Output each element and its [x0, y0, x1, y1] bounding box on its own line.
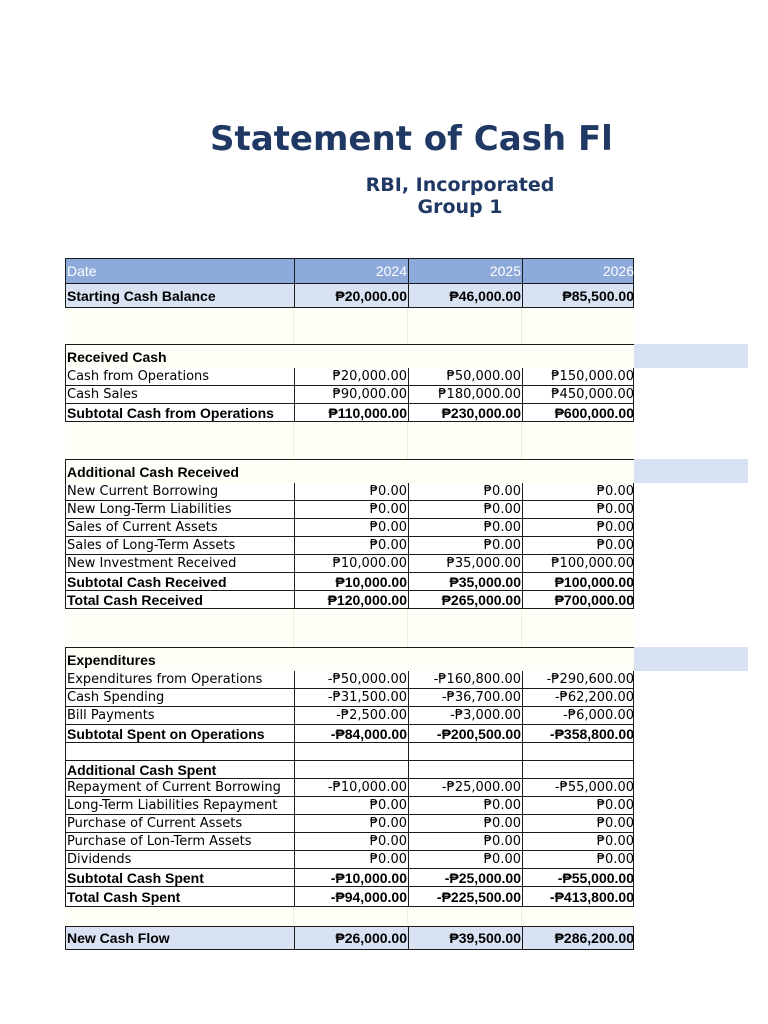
row-label: New Investment Received	[67, 556, 237, 571]
row-value-1: -₱10,000.00	[294, 869, 408, 886]
row-value-2: ₱0.00	[408, 501, 522, 518]
row-value-1	[293, 308, 407, 344]
row-value-3: -₱413,800.00	[522, 887, 635, 906]
row-value-2: ₱39,500.00	[408, 927, 522, 949]
row-label: Subtotal Spent on Operations	[67, 725, 265, 742]
row-value-1: ₱20,000.00	[294, 368, 408, 385]
row-value-2: ₱230,000.00	[408, 404, 522, 421]
row-value-1: ₱10,000.00	[294, 573, 408, 590]
row-label: Subtotal Cash Received	[67, 573, 227, 590]
row-value-3: ₱0.00	[522, 833, 635, 850]
row-value-2: -₱36,700.00	[408, 689, 522, 706]
table-row	[65, 284, 634, 308]
row-value-2: ₱0.00	[408, 519, 522, 536]
row-value-2: -₱200,500.00	[408, 725, 522, 742]
row-value-3	[521, 308, 634, 344]
row-value-3	[521, 422, 634, 459]
table-row	[65, 591, 634, 609]
company-name: RBI, Incorporated	[365, 174, 555, 196]
row-value-1	[293, 907, 407, 926]
row-value-1: ₱0.00	[294, 519, 408, 536]
row-label	[65, 308, 293, 344]
row-value-1	[293, 609, 407, 647]
row-value-2	[408, 743, 522, 760]
row-label	[65, 422, 293, 459]
row-value-2: ₱0.00	[408, 851, 522, 868]
row-value-2: -₱225,500.00	[408, 887, 522, 906]
row-value-2: -₱3,000.00	[408, 707, 522, 724]
row-value-1: 2024	[294, 259, 408, 283]
table-row	[65, 851, 634, 869]
row-value-3	[522, 761, 635, 778]
row-label: Purchase of Current Assets	[67, 816, 243, 831]
row-value-2: -₱25,000.00	[408, 869, 522, 886]
row-value-1: ₱0.00	[294, 815, 408, 832]
table-row	[65, 833, 634, 851]
row-label: Dividends	[67, 852, 132, 867]
row-value-3: -₱6,000.00	[522, 707, 635, 724]
table-row	[65, 308, 634, 344]
row-value-3: -₱290,600.00	[522, 671, 635, 688]
row-value-3	[521, 609, 634, 647]
row-label: Additional Cash Spent	[67, 761, 217, 778]
table-row	[65, 404, 634, 422]
table-row	[65, 725, 634, 743]
table-row	[65, 609, 634, 647]
row-value-3: -₱55,000.00	[522, 869, 635, 886]
table-row	[65, 779, 634, 797]
section-header-row	[65, 647, 634, 671]
group-name: Group 1	[417, 196, 503, 218]
table-row	[65, 743, 634, 761]
row-label: Starting Cash Balance	[67, 287, 216, 304]
row-label	[65, 907, 293, 926]
column-header-row	[65, 258, 634, 284]
section-header-row	[65, 459, 634, 483]
row-value-2	[407, 609, 521, 647]
row-label: Date	[67, 263, 97, 279]
row-label: Expenditures from Operations	[67, 672, 263, 687]
table-row	[65, 869, 634, 887]
row-value-3: ₱0.00	[522, 797, 635, 814]
table-row	[65, 555, 634, 573]
row-value-2: -₱25,000.00	[408, 779, 522, 796]
row-value-1: -₱10,000.00	[294, 779, 408, 796]
table-row	[65, 689, 634, 707]
row-value-2: ₱0.00	[408, 537, 522, 554]
row-value-1: -₱31,500.00	[294, 689, 408, 706]
row-value-2	[407, 422, 521, 459]
row-value-2: -₱160,800.00	[408, 671, 522, 688]
row-value-1: -₱94,000.00	[294, 887, 408, 906]
table-row	[65, 926, 634, 950]
table-row	[65, 386, 634, 404]
row-value-2: ₱0.00	[408, 833, 522, 850]
row-label: Purchase of Lon-Term Assets	[67, 834, 252, 849]
row-value-1: -₱2,500.00	[294, 707, 408, 724]
row-label	[65, 609, 293, 647]
row-value-3: ₱700,000.00	[522, 591, 635, 608]
row-value-3: ₱0.00	[522, 537, 635, 554]
row-value-3: ₱0.00	[522, 483, 635, 500]
row-label: Subtotal Cash Spent	[67, 869, 204, 886]
row-value-3: ₱0.00	[522, 519, 635, 536]
row-value-3: ₱600,000.00	[522, 404, 635, 421]
row-value-3: ₱100,000.00	[522, 555, 635, 572]
row-value-3: ₱0.00	[522, 501, 635, 518]
row-value-2: 2025	[408, 259, 522, 283]
row-label: Subtotal Cash from Operations	[67, 404, 274, 421]
row-value-1	[293, 422, 407, 459]
table-row	[65, 761, 634, 779]
row-value-1: ₱0.00	[294, 537, 408, 554]
table-row	[65, 422, 634, 459]
row-label: Total Cash Received	[67, 591, 203, 608]
row-value-2: ₱180,000.00	[408, 386, 522, 403]
row-value-1: ₱20,000.00	[294, 284, 408, 307]
table-row	[65, 797, 634, 815]
row-value-1	[294, 761, 408, 778]
row-label: Cash from Operations	[67, 369, 210, 384]
row-value-1: ₱0.00	[294, 501, 408, 518]
row-value-2	[407, 907, 521, 926]
table-row	[65, 519, 634, 537]
row-value-3: ₱0.00	[522, 851, 635, 868]
row-label: Cash Sales	[67, 387, 138, 402]
row-value-2: ₱46,000.00	[408, 284, 522, 307]
page-title: Statement of Cash Fl	[210, 119, 613, 159]
row-value-3: ₱150,000.00	[522, 368, 635, 385]
row-value-1: ₱26,000.00	[294, 927, 408, 949]
row-value-2: ₱50,000.00	[408, 368, 522, 385]
row-value-3	[522, 743, 635, 760]
row-value-3: ₱0.00	[522, 815, 635, 832]
row-value-1: -₱50,000.00	[294, 671, 408, 688]
row-value-2: ₱265,000.00	[408, 591, 522, 608]
row-value-3: ₱450,000.00	[522, 386, 635, 403]
table-row	[65, 671, 634, 689]
row-label: New Long-Term Liabilities	[67, 502, 232, 517]
section-header-row	[65, 344, 634, 368]
row-value-3: ₱286,200.00	[522, 927, 635, 949]
table-row	[65, 907, 634, 926]
row-value-1	[294, 743, 408, 760]
row-label: Total Cash Spent	[67, 888, 181, 905]
table-row	[65, 537, 634, 555]
row-label: New Current Borrowing	[67, 484, 219, 499]
row-value-1: ₱10,000.00	[294, 555, 408, 572]
row-value-2: ₱35,000.00	[408, 555, 522, 572]
row-value-1: ₱0.00	[294, 851, 408, 868]
table-row	[65, 368, 634, 386]
row-label: Bill Payments	[67, 708, 155, 723]
row-value-3: -₱62,200.00	[522, 689, 635, 706]
table-row	[65, 815, 634, 833]
table-row	[65, 483, 634, 501]
section-band	[634, 459, 748, 483]
row-value-1: ₱0.00	[294, 833, 408, 850]
row-label: Received Cash	[67, 348, 167, 365]
row-value-1: ₱0.00	[294, 483, 408, 500]
row-value-3	[521, 907, 634, 926]
row-label: Cash Spending	[67, 690, 165, 705]
row-value-1: ₱0.00	[294, 797, 408, 814]
table-row	[65, 707, 634, 725]
row-value-3: -₱55,000.00	[522, 779, 635, 796]
row-value-3: -₱358,800.00	[522, 725, 635, 742]
row-value-3: 2026	[522, 259, 635, 283]
row-value-2	[408, 761, 522, 778]
table-row	[65, 501, 634, 519]
table-row	[65, 887, 634, 907]
row-value-1: ₱120,000.00	[294, 591, 408, 608]
table-row	[65, 573, 634, 591]
row-label: Long-Term Liabilities Repayment	[67, 798, 278, 813]
row-label: Sales of Long-Term Assets	[67, 538, 236, 553]
row-value-3: ₱100,000.00	[522, 573, 635, 590]
row-value-1: ₱110,000.00	[294, 404, 408, 421]
row-value-3: ₱85,500.00	[522, 284, 635, 307]
row-value-1: ₱90,000.00	[294, 386, 408, 403]
row-label: Sales of Current Assets	[67, 520, 218, 535]
section-band	[634, 647, 748, 671]
section-band	[634, 344, 748, 368]
row-label: New Cash Flow	[67, 930, 170, 946]
row-label: Repayment of Current Borrowing	[67, 780, 281, 795]
row-value-2	[407, 308, 521, 344]
row-value-2: ₱35,000.00	[408, 573, 522, 590]
row-value-1: -₱84,000.00	[294, 725, 408, 742]
row-label: Expenditures	[67, 651, 156, 668]
row-value-2: ₱0.00	[408, 483, 522, 500]
row-label	[66, 743, 294, 760]
row-value-2: ₱0.00	[408, 815, 522, 832]
row-value-2: ₱0.00	[408, 797, 522, 814]
row-label: Additional Cash Received	[67, 463, 239, 480]
